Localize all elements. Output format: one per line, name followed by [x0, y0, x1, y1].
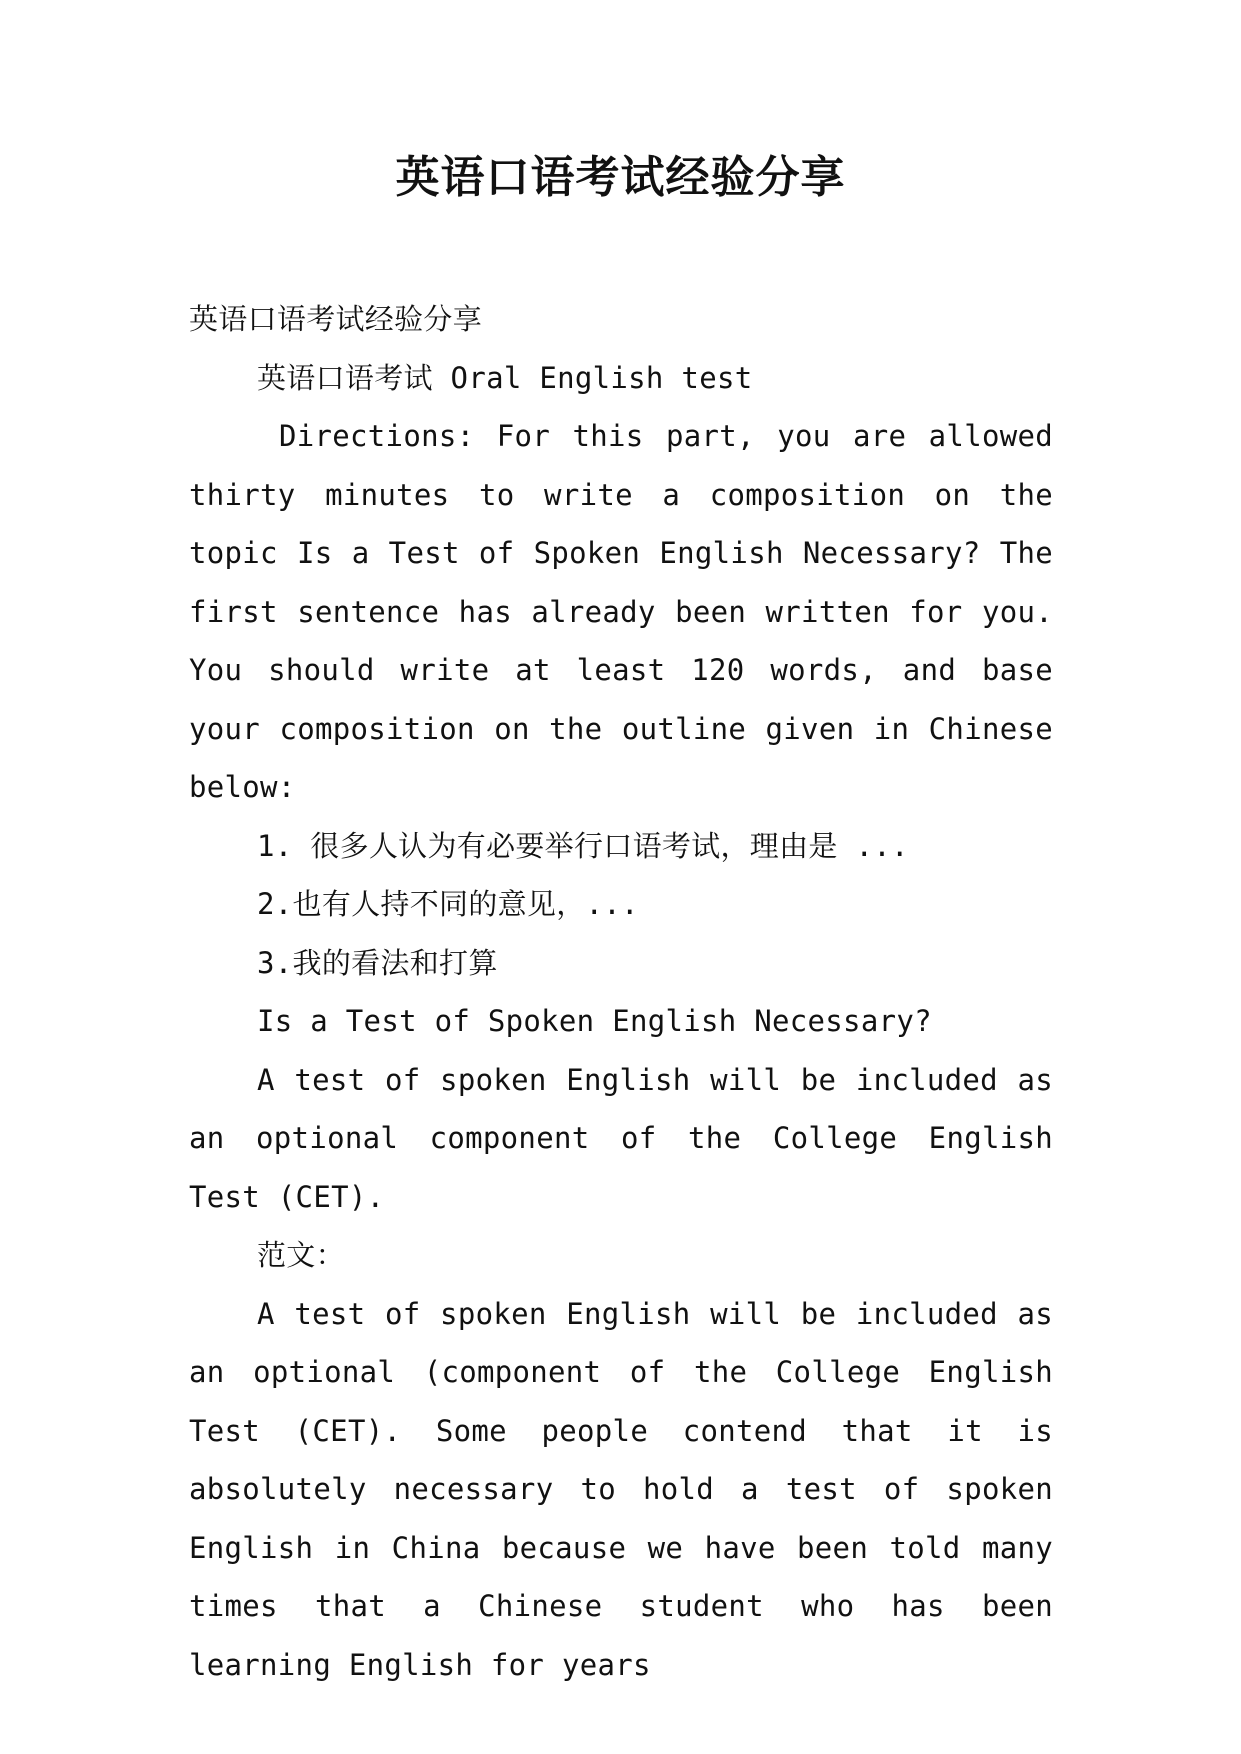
- document-body: [189, 290, 1053, 1694]
- essay-title-paragraph: Is a Test of Spoken English Necessary?: [257, 1004, 932, 1038]
- subtitle-paragraph: 英语口语考试经验分享: [189, 302, 483, 336]
- test-heading-paragraph: 英语口语考试 Oral English test: [257, 360, 753, 395]
- outline-item-2: 2.也有人持不同的意见，...: [257, 887, 639, 921]
- outline-item-3: 3.我的看法和打算: [257, 945, 498, 980]
- directions-paragraph: Directions: For this part, you are allowed thirty minutes to write a composition on the topic Is a Test of Spoken English Necessary? The first sentence has already been written for you. You should write at least 120 words, and base your composition on the outline given in Chinese below:: [189, 419, 1053, 804]
- sample-label-paragraph: 范文：: [257, 1238, 345, 1272]
- sample-text-paragraph: A test of spoken English will be included as an optional (component of the College English Test (CET). Some people contend that it is absolutely necessary to hold a test of spoken English in China because we have been told many times that a Chinese student who has been learning English for years: [189, 1296, 1053, 1682]
- document-title: 英语口语考试经验分享: [395, 152, 846, 203]
- outline-item-1: 1. 很多人认为有必要举行口语考试，理由是 ...: [257, 828, 909, 863]
- first-sentence-paragraph: A test of spoken English will be included as an optional component of the College English Test (CET).: [189, 1062, 1053, 1214]
